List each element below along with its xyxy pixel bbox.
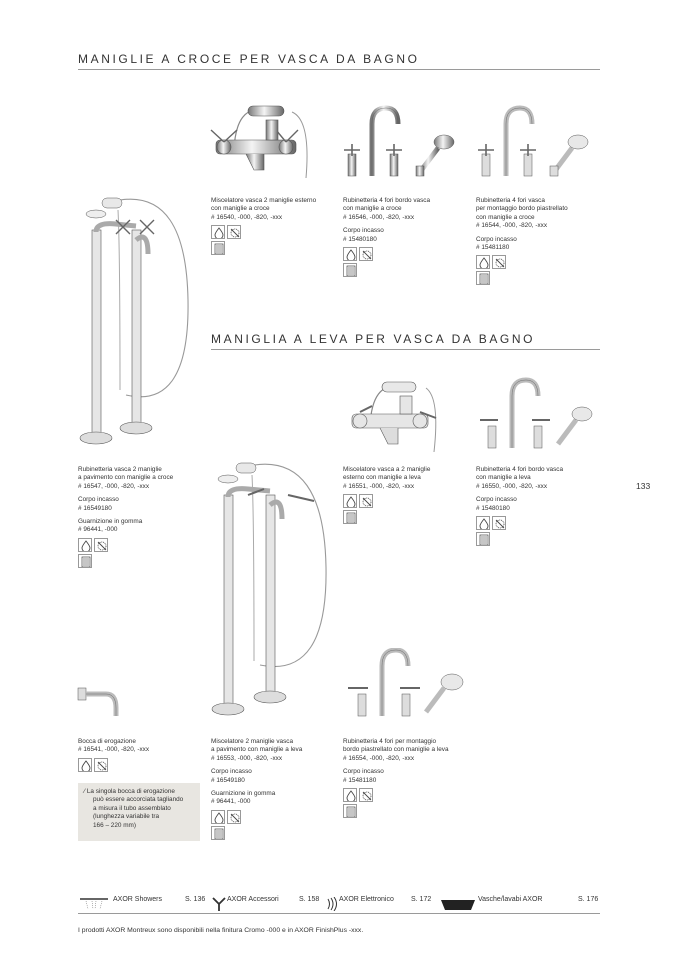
product-text-line: # 16549180 xyxy=(78,504,112,512)
installation-icons xyxy=(476,271,604,285)
installation-icons xyxy=(78,554,206,568)
feature-icons xyxy=(211,810,339,824)
note-line: (lunghezza variabile tra xyxy=(93,813,160,821)
product-info xyxy=(211,738,339,840)
product-text-line: Guarnizione in gomma xyxy=(211,790,276,798)
footer-link-accessories-label[interactable]: AXOR Accessori xyxy=(227,896,279,903)
installation-icons xyxy=(343,804,471,818)
water-drop-icon xyxy=(211,225,225,239)
product-text-line: # 16551, -000, -820, -xxx xyxy=(343,482,415,490)
section-title-lever-handle: MANIGLIA A LEVA PER VASCA DA BAGNO xyxy=(211,332,536,346)
product-text-line: Rubinetteria 4 fori bordo vasca xyxy=(343,197,431,204)
feature-icons xyxy=(343,494,471,508)
quick-clean-icon xyxy=(492,516,506,530)
product-text-line: Corpo incasso xyxy=(343,768,384,776)
water-drop-icon xyxy=(476,255,490,269)
quick-clean-icon xyxy=(227,810,241,824)
product-image-4-hole-tile-lever xyxy=(344,648,466,720)
product-text-line: # 16541, -000, -820, -xxx xyxy=(78,746,150,754)
product-text-line: Guarnizione in gomma xyxy=(78,518,143,526)
note-line: a misura il tubo assemblato xyxy=(93,804,171,812)
installation-icon xyxy=(343,263,357,277)
product-text-line: Corpo incasso xyxy=(343,227,384,235)
product-info xyxy=(343,197,471,277)
water-drop-icon xyxy=(343,788,357,802)
installation-icon xyxy=(476,271,490,285)
footer-link-bathtubs-label[interactable]: Vasche/lavabi AXOR xyxy=(478,896,543,903)
feature-icons xyxy=(343,788,471,802)
quick-clean-icon xyxy=(359,247,373,261)
installation-icon xyxy=(476,532,490,546)
product-info xyxy=(78,738,206,772)
section-rule xyxy=(211,349,600,350)
water-drop-icon xyxy=(78,758,92,772)
footer-link-electronic-label[interactable]: AXOR Elettronico xyxy=(339,896,394,903)
product-text-line: Rubinetteria vasca 2 maniglie xyxy=(78,466,162,473)
water-drop-icon xyxy=(211,810,225,824)
quick-clean-icon xyxy=(359,494,373,508)
installation-icon xyxy=(343,510,357,524)
feature-icons xyxy=(78,758,206,772)
quick-clean-icon xyxy=(94,538,108,552)
water-drop-icon xyxy=(343,494,357,508)
product-text-line: Corpo incasso xyxy=(78,496,119,504)
product-text-line: Corpo incasso xyxy=(211,768,252,776)
installation-icons xyxy=(211,826,339,840)
product-text-line: Rubinetteria 4 fori per montaggio xyxy=(343,738,437,745)
footer-rule xyxy=(78,913,600,914)
showers-icon xyxy=(78,897,110,911)
quick-clean-icon xyxy=(94,758,108,772)
product-text-line: Corpo incasso xyxy=(476,235,517,243)
product-image-wall-mixer-lever xyxy=(344,378,444,454)
product-info xyxy=(343,466,471,524)
product-info xyxy=(476,197,604,285)
water-drop-icon xyxy=(78,538,92,552)
note-line: 166 – 220 mm) xyxy=(93,821,136,829)
product-text-line: # 16546, -000, -820, -xxx xyxy=(343,213,415,221)
product-text-line: per montaggio bordo piastrellato xyxy=(476,205,568,213)
installation-icons xyxy=(211,241,339,255)
note-line: ⁄ La singola bocca di erogazione xyxy=(84,788,175,795)
installation-icon xyxy=(78,554,92,568)
product-image-floor-standing-cross xyxy=(76,190,196,450)
product-image-4-hole-tile-cross xyxy=(474,104,594,180)
product-text-line: # 15481180 xyxy=(476,244,510,252)
product-text-line: Rubinetteria 4 fori bordo vasca xyxy=(476,466,564,473)
footer-link-electronic-page[interactable]: S. 172 xyxy=(411,896,432,903)
product-text-line: # 15481180 xyxy=(343,776,377,784)
product-text-line: con maniglie a croce xyxy=(476,213,535,221)
product-text-line: # 96441, -000 xyxy=(211,798,251,806)
installation-icons xyxy=(343,263,471,277)
product-image-4-hole-deck-lever xyxy=(476,376,596,452)
product-text-line: Corpo incasso xyxy=(476,496,517,504)
product-text-line: # 16549180 xyxy=(211,776,245,784)
section-rule xyxy=(78,69,600,70)
product-text-line: Rubinetteria 4 fori vasca xyxy=(476,197,545,204)
installation-icon xyxy=(211,241,225,255)
quick-clean-icon xyxy=(227,225,241,239)
water-drop-icon xyxy=(476,516,490,530)
product-image-4-hole-deck-cross xyxy=(340,104,460,180)
footer-link-accessories-page[interactable]: S. 158 xyxy=(299,896,320,903)
product-text-line: # 16550, -000, -820, -xxx xyxy=(476,482,548,490)
product-text-line: a pavimento con maniglie a croce xyxy=(78,474,174,482)
product-info xyxy=(476,466,604,546)
product-text-line: con maniglie a croce xyxy=(343,205,402,213)
footer-link-showers-label[interactable]: AXOR Showers xyxy=(113,896,163,903)
quick-clean-icon xyxy=(359,788,373,802)
product-text-line: esterno con maniglie a leva xyxy=(343,474,421,482)
accessories-icon xyxy=(212,896,226,912)
installation-icon xyxy=(343,804,357,818)
product-text-line: # 96441, -000 xyxy=(78,526,118,534)
footer-link-bathtubs-page[interactable]: S. 176 xyxy=(578,896,599,903)
installation-icons xyxy=(476,532,604,546)
feature-icons xyxy=(476,516,604,530)
feature-icons xyxy=(476,255,604,269)
product-text-line: # 16544, -000, -820, -xxx xyxy=(476,222,548,230)
quick-clean-icon xyxy=(492,255,506,269)
footer-link-showers-page[interactable]: S. 136 xyxy=(185,896,206,903)
installation-icons xyxy=(343,510,471,524)
product-info xyxy=(343,738,471,818)
product-image-bath-spout xyxy=(76,682,122,720)
product-text-line: Bocca di erogazione xyxy=(78,738,136,745)
product-info xyxy=(211,197,339,255)
product-text-line: # 15480180 xyxy=(476,504,510,512)
product-image-wall-mixer-cross xyxy=(206,100,316,180)
feature-icons xyxy=(211,225,339,239)
page-number: 133 xyxy=(636,481,651,491)
feature-icons xyxy=(343,247,471,261)
product-text-line: # 15480180 xyxy=(343,235,377,243)
product-text-line: # 16554, -000, -820, -xxx xyxy=(343,754,415,762)
product-text-line: con maniglie a croce xyxy=(211,205,270,213)
section-title-cross-handles: MANIGLIE A CROCE PER VASCA DA BAGNO xyxy=(78,52,420,66)
note-line: può essere accorciata tagliando xyxy=(93,796,184,804)
bathtub-icon xyxy=(440,898,476,912)
product-text-line: a pavimento con maniglie a leva xyxy=(211,746,303,754)
footer-note: I prodotti AXOR Montreux sono disponibili nella finitura Cromo -000 e in AXOR FinishPlus -xxx. xyxy=(78,927,364,934)
product-text-line: # 16553, -000, -820, -xxx xyxy=(211,754,283,762)
note-box xyxy=(78,783,200,841)
product-text-line: # 16547, -000, -820, -xxx xyxy=(78,482,150,490)
installation-icon xyxy=(211,826,225,840)
electronic-icon xyxy=(326,897,338,911)
product-text-line: Miscelatore vasca a 2 maniglie xyxy=(343,466,431,473)
water-drop-icon xyxy=(343,247,357,261)
product-text-line: Miscelatore vasca 2 maniglie esterno xyxy=(211,197,317,204)
feature-icons xyxy=(78,538,206,552)
product-text-line: bordo piastrellato con maniglie a leva xyxy=(343,746,449,754)
product-text-line: Miscelatore 2 maniglie vasca xyxy=(211,738,294,745)
product-image-floor-standing-lever xyxy=(208,455,332,721)
product-text-line: con maniglie a leva xyxy=(476,474,531,482)
product-info xyxy=(78,466,206,568)
product-text-line: # 16540, -000, -820, -xxx xyxy=(211,213,283,221)
